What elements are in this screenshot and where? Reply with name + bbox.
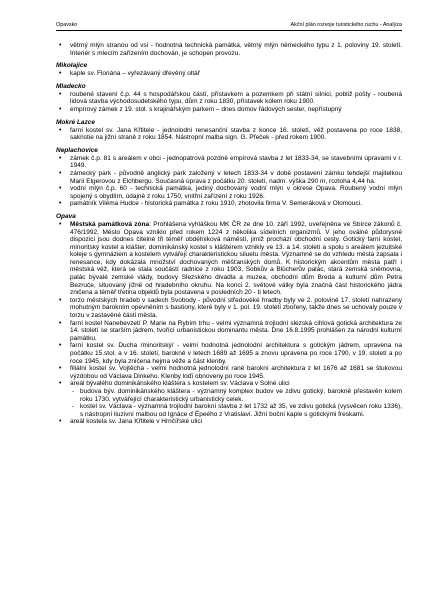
document-body [56, 42, 402, 426]
list-item [56, 380, 402, 418]
list-item: • farní kostel sv. Jana Křtitele - jednolodní renesanční stavba z konce 16. století, věž postavena po roce 1838, sakristie na jižní straně z roku 1854. Nástropní malba sign. G. Přeček - před rokem 1900. [56, 127, 402, 142]
list-item: • areál kostela sv. Jana Křtitele v Hrnčířské ulici [56, 418, 402, 426]
section-title-mladecko: Mladecko [56, 82, 86, 90]
section-list-neplachovice [56, 155, 402, 208]
section-list-mokre-lazce [56, 127, 402, 142]
section-list-mladecko [56, 91, 402, 114]
list-item: • zámek č.p. 81 s areálem v obci - jednopatrová pozdně empírová stavba z let 1833-34, se stavebními úpravami v r. 1949. [56, 155, 402, 170]
mpz-text: : Prohlášena vyhláškou MK ČR ze dne 10. září 1992, uveřejněna ve Sbírce zákonů č. 476/1992, Město Opava vzniklo před rokem 1224 z několika sídelních organizmů. V jeho oválné půdorysné dispozici jsou dodnes čitelné tři téměř obdélníková náměstí, jimiž prochází obchodní cesty. Gotický farní kostel, minoritský kostel a klášter, dominikánský kostel s klášterem vznikly ve 13. a 14. století a spolu s areálem jezuitské koleje s gymnáziem a kostelem vytvářejí charakteristickou siluetu města. Významně se do vzhledu města zapsala i renesance, kdy dokázala množství dochovaných měšťanských domů. K historickým akcentům města patří i městská věž, která se stala součástí radnice z roku 1903, Sobkův a Blücherův palác, stará zemská sněmovna, palác bývalé zemské vlády, budovy Slezského divadla a muzea, obchodní dům Breda a kulturní dům Petra Bezruče, situovaný jižně od hradebního okruhu. Na konci 2. světové války byla značná část historického jádra zničena a téměř třetina objektů byla postavena v posledních 20 - ti letech. [70, 220, 402, 297]
list-item: • památník Viléma Hudce - historická památka z roku 1910, zhotovila firma V. Semeráková v Olomouci. [56, 200, 402, 208]
page-header [56, 22, 402, 31]
sub-list [70, 388, 402, 418]
mpz-label: Městská památková zóna [70, 220, 150, 228]
intro-list [56, 42, 402, 57]
list-item: • roubené stavení č.p. 44 s hospodářskou částí, přístavkem a pozemkem při státní silnici, pobliž pošty - roubená lidová stavba východosudetského typu, dům z roku 1830, přístavek kolem roku 1900. [56, 91, 402, 106]
header-left: Opavsko [56, 22, 78, 28]
header-right: Akční plán rozvoje turistického ruchu - Analýza [290, 22, 402, 28]
list-item-mpz [56, 221, 402, 297]
list-item-text: areál bývalého dominikánského kláštera s kostelem sv. Václava v Solné ulici [70, 380, 290, 388]
list-item: • filiální kostel sv. Vojtěcha - velmi hodnotná jednolodní raně barokní architektura z let 1676 až 1681 se štukovou výzdobou od Václava Dinkeho. Klenby loďi obnoveny po roce 1945. [56, 365, 402, 380]
list-item: • torzo městských hradeb v sadech Svobody - původní středověké hradby byly ve 2. polovině 17. století nahrazeny mohutným barokním opevněním s bastiony, které byly v 1. pol. 19. století zbořeny, takže dnes se uchovaly pouze v torzu v zastavěné části města. [56, 297, 402, 320]
list-item: • zámecký park - původně anglický park založený v letech 1833-34 v době postavení zámku tehdejší majitelkou Marií Elgerovou z Elchbergu. Současná úprava z počátku 20. století, nadm. výška 290 m, rozloha 4,44 ha. [56, 170, 402, 185]
section-title-mikolajice: Mikolajice [56, 62, 88, 70]
list-item: • větrný mlýn stranou od vsi - hodnotná technická památka, větrný mlýn německého typu z 1. poloviny 19. století. Interiér s mlecím zařízením dochován, je schopen provozu. [56, 42, 402, 57]
list-item: • farní kostel sv. Ducha /minoritský/ - velmi hodnotná jednolodní architektura s gotickým jádrem, upravena na počátku 15.stol. a v 16. století, barokně v letech 1689 až 1695 a znovu upravena po roce 1790, v 19. století a po roce 1945, kdy byla zničena hejma věže a část klenby. [56, 342, 402, 365]
sub-list-item: - budova býv. dominikánského kláštera - významný komplex budov ve zdivu gotický, barokně přestavěn kolem roku 1730, vytvářející charakteristický urbanistický celek. [70, 388, 402, 403]
list-item: • vodní mlýn č.p. 60 - technická památka, jediný dochovaný vodní mlýn v okrese Opava. Roubený vodní mlýn spojený s obydlím, údajně z roku 1750, vnitřní zařízení z roku 1926. [56, 185, 402, 200]
list-item: • kaple sv. Floriána – vyřezávaný dřevěný oltář [56, 70, 402, 78]
section-list-mikolajice [56, 70, 402, 78]
list-item: • farní kostel Nanebevzetí P. Marie na Rybím trhu - velmi významná trojlodní slezská cihlová gotická architektura ze 14. století se starším jádrem, tvořící urbanistickou dominantu města. Dne 16.8.1995 prohlášen za národní kulturní památku. [56, 320, 402, 343]
sub-list-item: - kostel sv. Václava - významná trojlodní barokní stavba z let 1732 až 35, ve zdivu gotická (vysvěcen roku 1336), s nástropní iluzivní malbou od Ignáce ď Èpeého z Vratislavi. Jižní boční kaple s gotickými freskami. [70, 403, 402, 418]
section-title-mokre-lazce: Mokré Lazce [56, 118, 96, 126]
section-title-opava: Opava [56, 212, 76, 220]
section-title-neplachovice: Neplachovice [56, 146, 98, 154]
list-item: • empírový zámek z 19. stol. s krajinářským parkem – dnes domov řádových sester, nepřístupný [56, 106, 402, 114]
section-list-opava [56, 221, 402, 426]
